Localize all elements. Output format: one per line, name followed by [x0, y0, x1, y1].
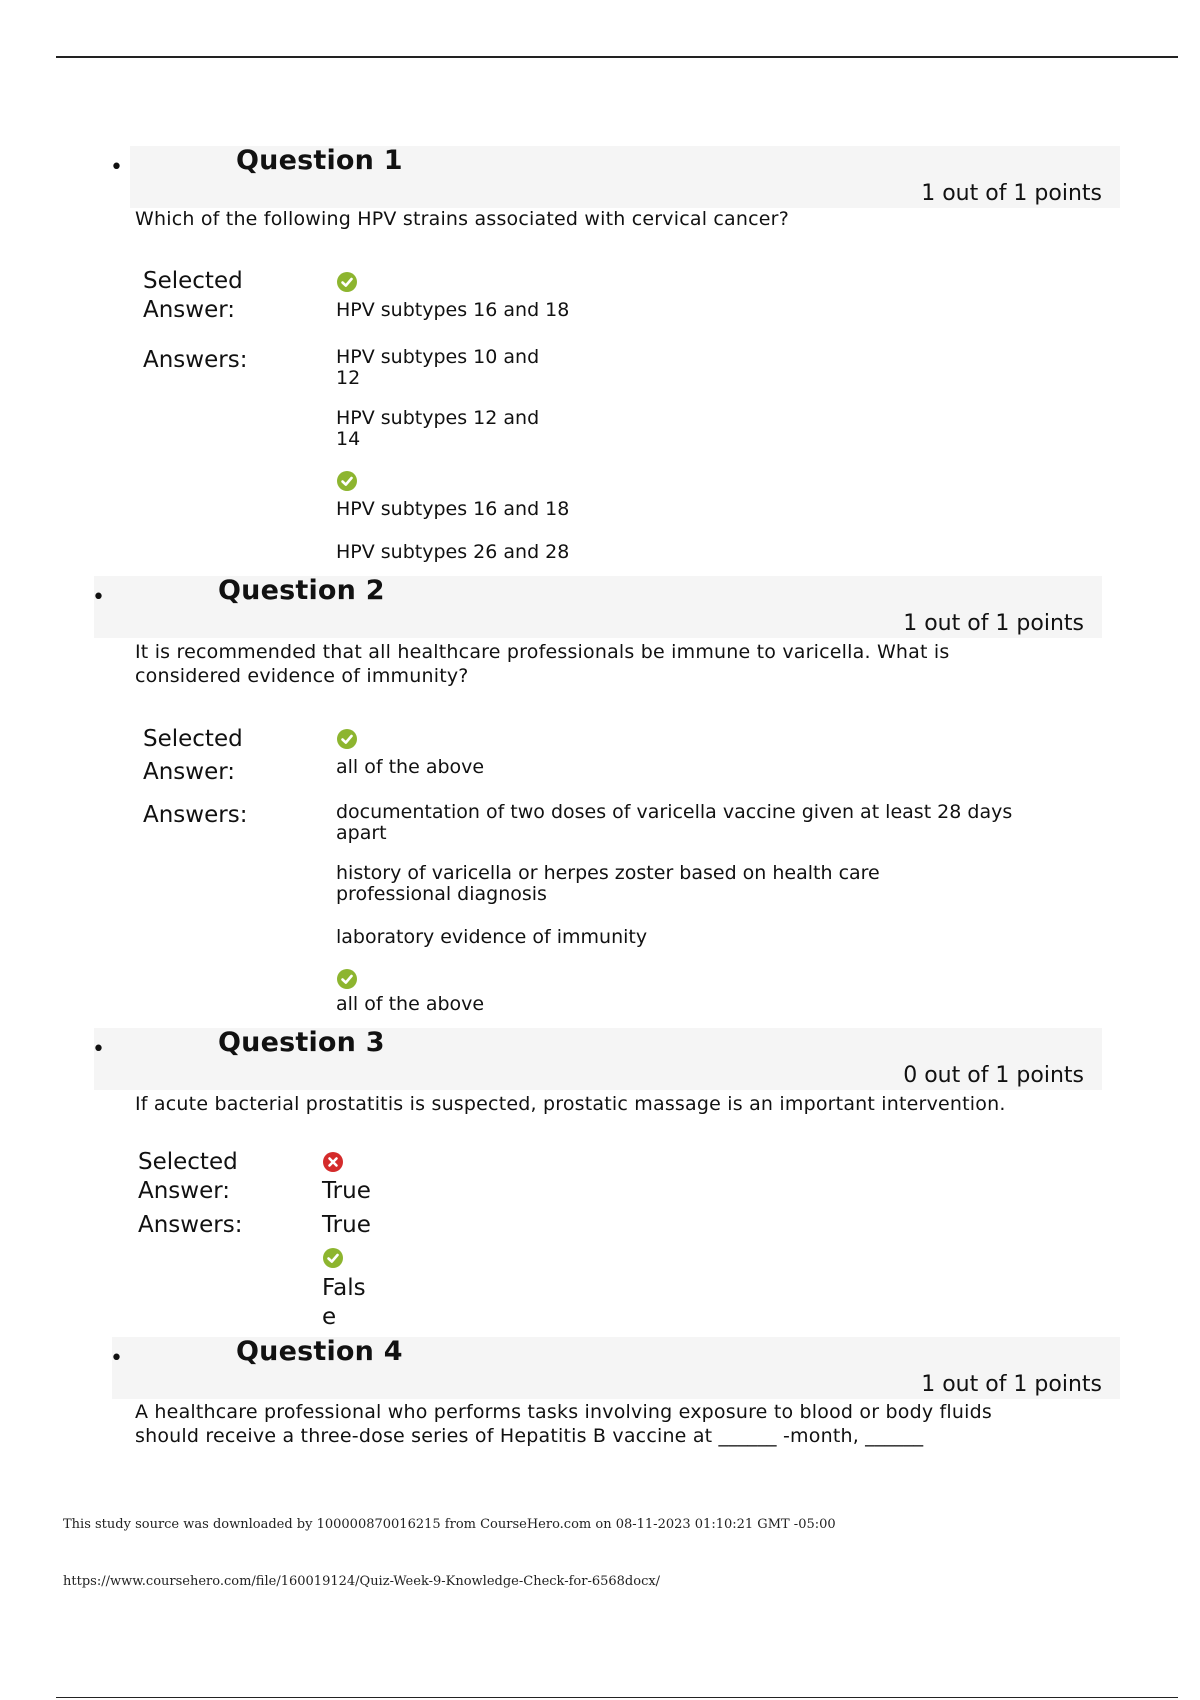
check-circle-icon: [337, 471, 357, 491]
selected-answer-label: Selected Answer:: [143, 726, 243, 785]
question-1-title: Question 1: [236, 145, 403, 176]
bullet: •: [110, 1346, 123, 1371]
answer-option: HPV subtypes 12 and 14: [336, 407, 540, 450]
question-3-title: Question 3: [218, 1027, 385, 1058]
answer-option: HPV subtypes 10 and 12: [336, 346, 540, 389]
download-source-line: This study source was downloaded by 100000870016215 from CourseHero.com on 08-11-2023 01:10:21 GMT -05:00: [63, 1517, 836, 1532]
question-1-text: Which of the following HPV strains associated with cervical cancer?: [135, 208, 789, 230]
answer-option-correct: all of the above: [336, 993, 485, 1015]
selected-answer-value: True: [322, 1178, 371, 1204]
answer-option-correct: HPV subtypes 16 and 18: [336, 498, 570, 520]
answer-option: laboratory evidence of immunity: [336, 926, 648, 948]
question-2-text: It is recommended that all healthcare professionals be immune to varicella. What is considered evidence of immunity?: [135, 641, 950, 687]
selected-answer-value: all of the above: [336, 756, 485, 778]
question-4-points: 1 out of 1 points: [921, 1372, 1102, 1397]
question-4-text: A healthcare professional who performs tasks involving exposure to blood or body fluids should receive a three-dose series of Hepatitis B vaccine at ______ -month, ______: [135, 1401, 992, 1447]
answer-option: history of varicella or herpes zoster based on health care professional diagnosis: [336, 862, 880, 905]
bullet: •: [92, 585, 105, 610]
x-circle-icon: [323, 1152, 343, 1172]
answer-option-correct: False: [322, 1275, 366, 1330]
question-3-text: If acute bacterial prostatitis is suspected, prostatic massage is an important intervention.: [135, 1093, 1006, 1115]
answer-option: documentation of two doses of varicella vaccine given at least 28 days apart: [336, 801, 1013, 844]
answer-option: True: [322, 1212, 371, 1238]
question-2-points: 1 out of 1 points: [903, 611, 1084, 636]
check-circle-icon: [337, 272, 357, 292]
selected-answer-label: Selected Answer:: [138, 1149, 238, 1204]
check-circle-icon: [337, 729, 357, 749]
question-1-points: 1 out of 1 points: [921, 181, 1102, 206]
check-circle-icon: [323, 1248, 343, 1268]
bottom-rule: [56, 1697, 1178, 1698]
check-circle-icon: [337, 969, 357, 989]
selected-answer-label: Selected Answer:: [143, 268, 243, 323]
selected-answer-value: HPV subtypes 16 and 18: [336, 299, 570, 321]
answers-label: Answers:: [143, 347, 248, 373]
bullet: •: [110, 155, 123, 180]
answers-label: Answers:: [138, 1212, 243, 1238]
source-url-link[interactable]: https://www.coursehero.com/file/160019124/Quiz-Week-9-Knowledge-Check-for-6568docx/: [63, 1574, 661, 1589]
question-2-title: Question 2: [218, 575, 385, 606]
answers-label: Answers:: [143, 802, 248, 828]
bullet: •: [92, 1037, 105, 1062]
answer-option: HPV subtypes 26 and 28: [336, 541, 570, 563]
top-rule: [56, 56, 1178, 58]
question-4-title: Question 4: [236, 1336, 403, 1367]
question-3-points: 0 out of 1 points: [903, 1063, 1084, 1088]
